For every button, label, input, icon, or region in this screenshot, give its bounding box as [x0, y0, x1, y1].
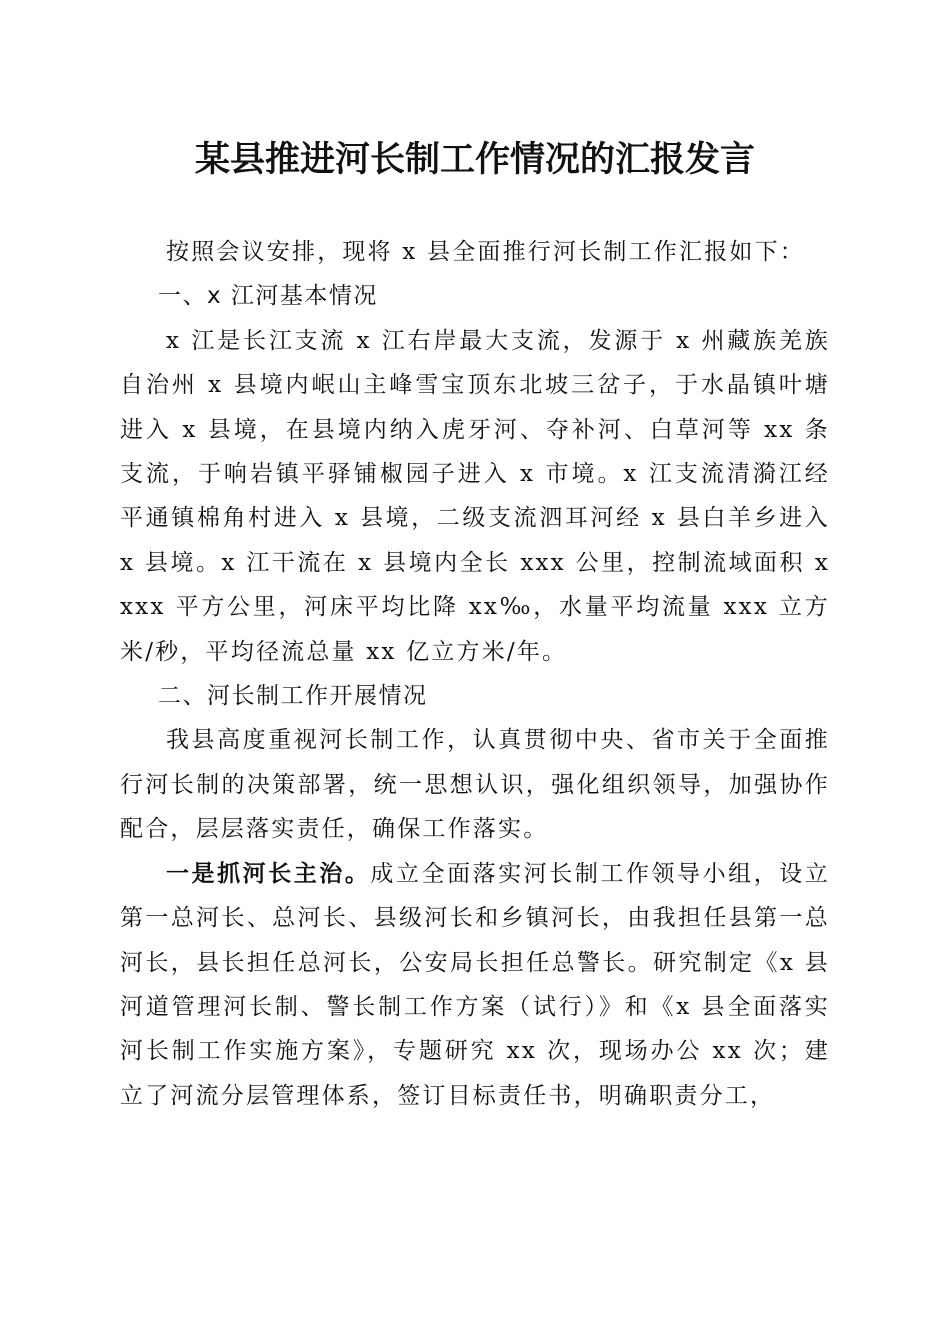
- document-body: [120, 230, 830, 1118]
- document-title: 某县推进河长制工作情况的汇报发言: [194, 139, 755, 180]
- section-1-heading: 一、x 江河基本情况: [158, 283, 378, 310]
- section-2-paragraph: 我县高度重视河长制工作，认真贯彻中央、省市关于全面推行河长制的决策部署，统一思想认识，强化组织领导，加强协作配合，层层落实责任，确保工作落实。: [120, 727, 830, 843]
- point-1-paragraph: [120, 852, 830, 1118]
- section-1-paragraph: x 江是长江支流 x 江右岸最大支流，发源于 x 州藏族羌族自治州 x 县境内岷山主峰雪宝顶东北坡三岔子，于水晶镇叶塘进入 x 县境，在县境内纳入虎牙河、夺补河、白草河等 xx 条支流，于响岩镇平驿铺椒园子进入 x 市境。x 江支流清漪江经平通镇棉角村进入 x 县境，二级支流泗耳河经 x 县白羊乡进入 x 县境。x 江干流在 x 县境内全长 xxx 公里，控制流域面积 xxxx 平方公里，河床平均比降 xx‰，水量平均流量 xxx 立方米/秒，平均径流总量 xx 亿立方米/年。: [120, 327, 830, 665]
- point-1-text: 成立全面落实河长制工作领导小组，设立第一总河长、总河长、县级河长和乡镇河长，由我担任县第一总河长，县长担任总河长，公安局长担任总警长。研究制定《x 县河道管理河长制、警长制工作方案（试行）》和《x 县全面落实河长制工作实施方案》，专题研究 xx 次，现场办公 xx 次；建立了河流分层管理体系，签订目标责任书，明确职责分工，: [120, 860, 830, 1109]
- intro-paragraph: 按照会议安排，现将 x 县全面推行河长制工作汇报如下：: [166, 239, 805, 265]
- point-1-lead: 一是抓河长主治。: [166, 860, 371, 887]
- section-2-heading: 二、河长制工作开展情况: [158, 683, 428, 710]
